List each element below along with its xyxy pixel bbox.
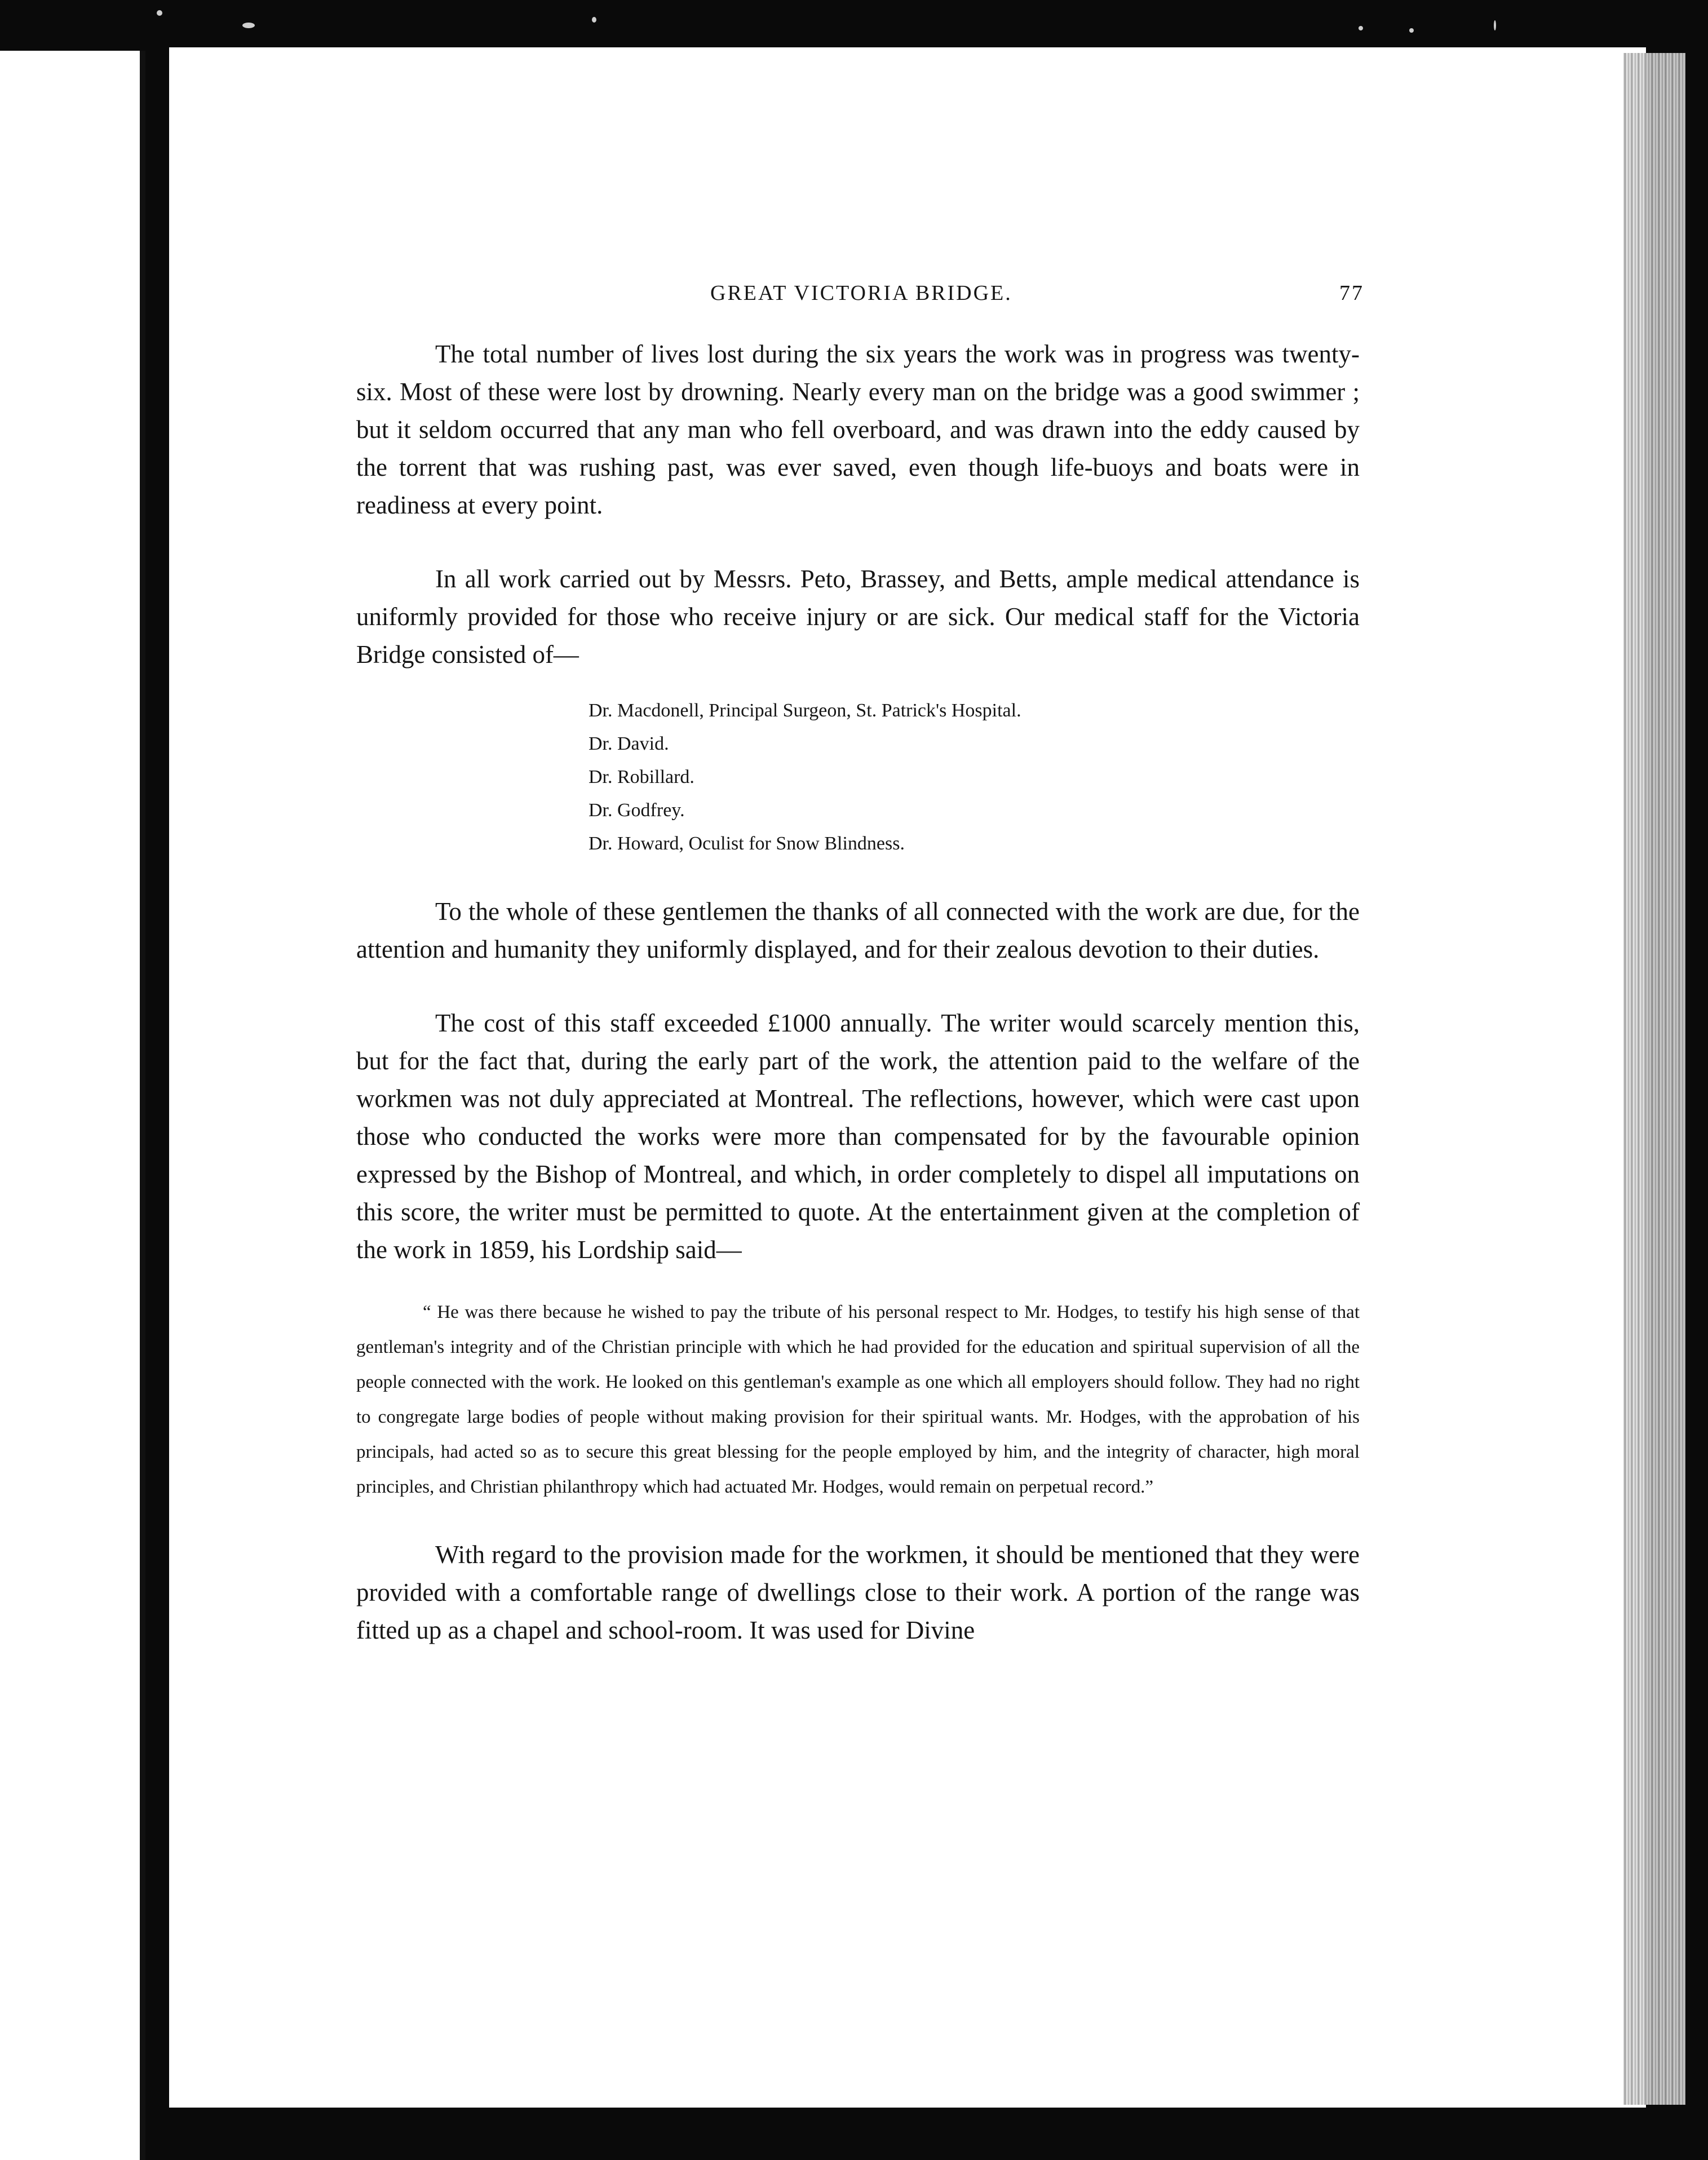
paragraph-lives-lost: The total number of lives lost during the six years the work was in progress was twenty-six. Most of these were lost by drowning. Nearly every man on the bridge was a good swimmer ; but it seldom occurred that any man who fell overboard, and was drawn into the eddy caused by the torrent that was rushing past, was ever saved, even though life-buoys and boats were in readiness at every point. bbox=[356, 340, 1360, 519]
bishop-quote: “ He was there because he wished to pay the tribute of his personal respect to Mr. Hodges, to testify his high sense of that gentleman's integrity and of the Christian principle with which he had provided for the education and spiritual supervision of all the people connected with the work. He looked on this gentleman's example as one which all employers should follow. They had no right to congregate large bodies of people without making provision for their spiritual wants. Mr. Hodges, with the approbation of his principals, had acted so as to secure this great blessing for the people employed by him, and the integrity of character, high moral principles, and Christian philanthropy which had actuated Mr. Hodges, would remain on perpetual record.” bbox=[356, 1302, 1360, 1497]
running-head-title: GREAT VICTORIA BRIDGE. bbox=[710, 281, 1012, 305]
staff-item: Dr. Howard, Oculist for Snow Blindness. bbox=[588, 833, 905, 854]
staff-item: Dr. Godfrey. bbox=[588, 800, 685, 821]
staff-item: Dr. Robillard. bbox=[588, 767, 694, 787]
paragraph-medical-attendance: In all work carried out by Messrs. Peto, Brassey, and Betts, ample medical attendance is uniformly provided for those who receive injury or are sick. Our medical staff for the Victoria Bridge consisted of— bbox=[356, 565, 1360, 669]
staff-item: Dr. David. bbox=[588, 733, 669, 754]
body-text bbox=[356, 335, 1360, 1649]
page-number: 77 bbox=[1339, 281, 1364, 305]
paragraph-thanks: To the whole of these gentlemen the thanks of all connected with the work are due, for the attention and humanity they uniformly displayed, and for their zealous devotion to their duties. bbox=[356, 897, 1360, 963]
medical-staff-list bbox=[588, 694, 1360, 860]
running-head bbox=[361, 281, 1364, 315]
staff-item: Dr. Macdonell, Principal Surgeon, St. Patrick's Hospital. bbox=[588, 700, 1021, 721]
paragraph-provision: With regard to the provision made for the workmen, it should be mentioned that they were provided with a comfortable range of dwellings close to their work. A portion of the range was fitted up as a chapel and school-room. It was used for Divine bbox=[356, 1541, 1360, 1644]
facing-page-edge bbox=[0, 51, 145, 2160]
paragraph-cost: The cost of this staff exceeded £1000 annually. The writer would scarcely mention this, but for the fact that, during the early part of the work, the attention paid to the welfare of the workmen was not duly appreciated at Montreal. The reflections, however, which were cast upon those who conducted the works were more than compensated for by the favourable opinion expressed by the Bishop of Montreal, and which, in order completely to dispel all imputations on this score, the writer must be permitted to quote. At the entertainment given at the completion of the work in 1859, his Lordship said— bbox=[356, 1009, 1360, 1264]
page-stack-edge bbox=[1623, 53, 1685, 2105]
